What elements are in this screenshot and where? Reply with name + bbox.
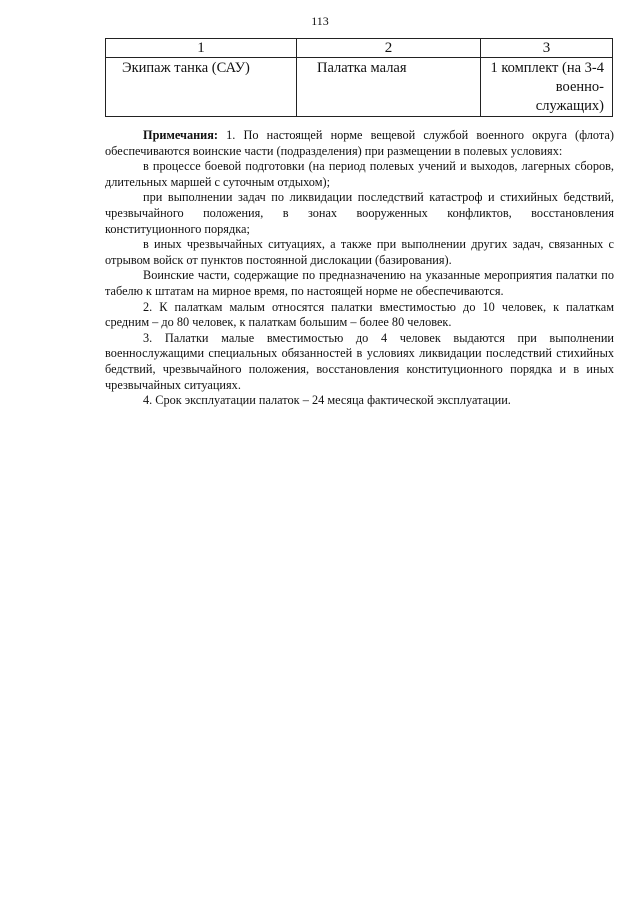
table-cell-item: Палатка малая xyxy=(297,58,481,117)
note-1-item-2: при выполнении задач по ликвидации последствий катастроф и стихийных бедствий, чрезвычайного положения, в зонах вооруженных конфликтов, восстановления конституционного порядка; xyxy=(105,190,614,236)
table-cell-quantity: 1 комплект (на 3-4 военно-служащих) xyxy=(481,58,613,117)
table-row xyxy=(106,58,613,117)
note-1-exception: Воинские части, содержащие по предназначению на указанные мероприятия палатки по табелю к штатам на мирное время, по настоящей норме не обеспечиваются. xyxy=(105,268,614,298)
notes-section xyxy=(105,128,614,409)
page-number: 113 xyxy=(311,14,329,28)
table-header-cell: 2 xyxy=(297,39,481,58)
norm-table xyxy=(105,38,613,117)
table-header-row xyxy=(106,39,613,58)
table-header-cell: 3 xyxy=(481,39,613,58)
table-cell-crew: Экипаж танка (САУ) xyxy=(106,58,297,117)
note-1-intro xyxy=(105,128,614,159)
table-header-cell: 1 xyxy=(106,39,297,58)
note-2: 2. К палаткам малым относятся палатки вместимостью до 10 человек, к палаткам средним – до 80 человек, к палаткам большим – более 80 человек. xyxy=(105,299,614,330)
notes-label: Примечания: xyxy=(143,128,219,142)
note-3: 3. Палатки малые вместимостью до 4 человек выдаются при выполнении военнослужащими специальных обязанностей в условиях ликвидации последствий стихийных бедствий, чрезвычайного положения, восстановления конституционного порядка и в иных чрезвычайных ситуациях. xyxy=(105,330,614,392)
note-1-item-3: в иных чрезвычайных ситуациях, а также при выполнении других задач, связанных с отрывом войск от пунктов постоянной дислокации (базирования). xyxy=(105,237,614,267)
note-1-text: 1. По настоящей норме вещевой службой военного округа (флота) обеспечиваются воинские части (подразделения) при размещении в полевых условиях: xyxy=(105,128,614,158)
note-4: 4. Срок эксплуатации палаток – 24 месяца фактической эксплуатации. xyxy=(143,393,511,408)
note-1-item-1: в процессе боевой подготовки (на период полевых учений и выходов, лагерных сборов, длительных маршей с суточным отдыхом); xyxy=(105,159,614,189)
